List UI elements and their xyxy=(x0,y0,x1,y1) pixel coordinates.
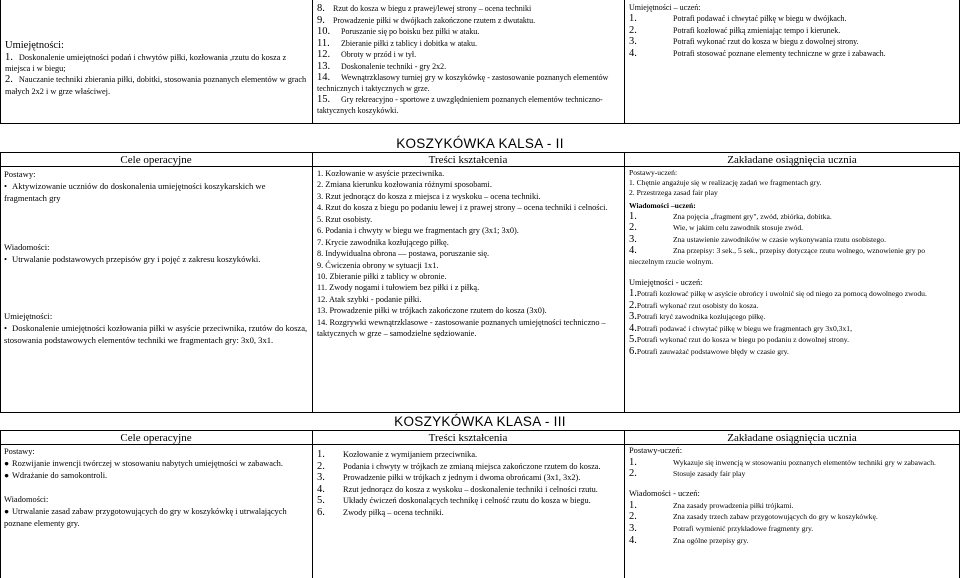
postawy-heading: Postawy-uczeń: xyxy=(629,168,678,177)
list-item: 1. Chętnie angażuje się w realizację zadań we fragmentach gry. xyxy=(629,178,822,188)
list-item: 3. Rzut jednorącz do kosza z miejsca i z wyskoku – ocena techniki. xyxy=(317,191,541,201)
list-item: ● Rozwijanie inwencji twórczej w stosowaniu nabytych umiejętności w zabawach. xyxy=(4,458,283,468)
list-item: 6. Zwody piłką – ocena techniki. xyxy=(317,506,444,518)
umiejetnosci-heading: Umiejętności: xyxy=(4,311,53,322)
list-item: 6. Podania i chwyty w biegu we fragmentach gry (3x1; 3x0). xyxy=(317,226,519,236)
list-item: 8. Indywidualna obrona — postawa, poruszanie się. xyxy=(317,249,490,259)
k2-left-cell xyxy=(4,168,309,346)
bullet-icon: • xyxy=(4,181,8,192)
wiadomosci-heading: Wiadomości - uczeń: xyxy=(629,489,700,499)
list-item: 1. Doskonalenie umiejętności podań i chwytów piłki, kozłowania ,rzutu do kosza z miejsca i w biegu; xyxy=(5,51,287,74)
rule xyxy=(0,430,1,578)
list-item: 4. Zna ogólne przepisy gry. xyxy=(629,534,749,546)
rule xyxy=(0,123,960,124)
list-item: 11. Zbieranie piłki z tablicy i dobitka w ataku. xyxy=(317,37,477,49)
k2-right-cell xyxy=(629,168,957,358)
bullet-icon: • xyxy=(4,323,8,334)
list-item: 3.Potrafi kryć zawodnika kozłującego piłkę. xyxy=(629,311,766,323)
list-item: ● Wdrażanie do samokontroli. xyxy=(4,470,108,480)
list-item: 10. Poruszanie się po boisku bez piłki w ataku. xyxy=(317,26,480,38)
column-header: Treści kształcenia xyxy=(428,432,508,444)
list-item: 14. Rozgrywki wewnątrzklasowe - zastosowanie poznanych umiejętności techniczno – taktycznych w grze – samodzielne sędziowanie. xyxy=(317,317,606,339)
list-item: 9. Ćwiczenia obrony w sytuacji 1x1. xyxy=(317,260,439,270)
list-item: 6.Potrafi zauważać podstawowe błędy w czasie gry. xyxy=(629,346,789,358)
list-item: 1.Potrafi kozłować piłkę w asyście obrońcy i uwolnić się od niego za pomocą dowolnego zwodu. xyxy=(629,288,927,300)
list-item: 1. Potrafi podawać i chwytać piłkę w biegu w dwójkach. xyxy=(629,13,847,25)
list-item: 11. Zwody nogami i tułowiem bez piłki i z piłką. xyxy=(317,283,480,293)
list-item: 15. Gry rekreacyjno - sportowe z uwzględnieniem poznanych elementów techniczno-taktycznych koszykówki. xyxy=(317,94,603,115)
rule xyxy=(0,0,1,124)
list-item: 4. Rzut do kosza z biegu po podaniu lewej i z prawej strony – ocena techniki i celności. xyxy=(317,203,608,213)
column-header: Cele operacyjne xyxy=(120,432,192,444)
list-item: 2.Potrafi wykonać rzut osobisty do kosza. xyxy=(629,299,759,311)
list-item: 9. Prowadzenie piłki w dwójkach zakończone rzutem z dwutaktu. xyxy=(317,14,536,26)
rule xyxy=(624,0,625,124)
list-item: 14. Wewnątrzklasowy turniej gry w koszykówkę - zastosowanie poznanych elementów technicznych i taktycznych w grze. xyxy=(317,72,609,93)
rule xyxy=(312,0,313,124)
list-item: 5. Rzut osobisty. xyxy=(317,214,373,224)
wiadomosci-heading: Wiadomości: xyxy=(4,242,50,253)
wiadomosci-heading: Wiadomości: xyxy=(4,494,49,504)
column-header: Zakładane osiągnięcia ucznia xyxy=(727,432,857,444)
list-item: 4.Potrafi podawać i chwytać piłkę w biegu we fragmentach gry 3x0,3x1, xyxy=(629,322,852,334)
list-item: 2. Wie, w jakim celu zawodnik stosuje zwód. xyxy=(629,222,804,234)
list-item: 4. Potrafi stosować poznane elementy techniczne w grze i zabawach. xyxy=(629,48,886,60)
rule xyxy=(312,152,313,413)
bullet-icon: ● xyxy=(4,506,10,516)
column-header: Zakładane osiągnięcia ucznia xyxy=(727,154,857,166)
list-item: 3. Zna ustawienie zawodników w czasie wykonywania rzutu osobistego. xyxy=(629,233,886,245)
umiejetnosci-heading: Umiejętności: xyxy=(5,40,64,51)
list-item: 12. Obroty w przód i w tył. xyxy=(317,49,417,61)
list-item: 7. Krycie zawodnika kozłującego piłkę. xyxy=(317,237,449,247)
k3-right-cell xyxy=(629,446,957,546)
list-item: 3. Potrafi wykonać rzut do kosza w biegu z dowolnej strony. xyxy=(629,36,859,48)
rule xyxy=(624,152,625,413)
bullet-icon: • xyxy=(4,254,8,265)
top-left-cell xyxy=(5,40,309,97)
list-item: • Doskonalenie umiejętności kozłowania piłki w asyście przeciwnika, rzutów do kosza, stosowania podstawowych elementów techniki we fragmentach gry: 3x0, 3x1. xyxy=(4,323,308,346)
list-item: 5. Układy ćwiczeń doskonalących technikę i celność rzutu do kosza w biegu. xyxy=(317,495,591,507)
list-item: 3. Potrafi wymienić przykładowe fragmenty gry. xyxy=(629,523,814,535)
list-item: 4. Zna przepisy: 3 sek., 5 sek., przepisy dotyczące rzutu wolnego, wznowienie gry po nieczelnym rzucie wolnym. xyxy=(629,245,925,266)
list-item: ● Utrwalanie zasad zabaw przygotowujących do gry w koszykówkę i utrwalających poznane elementy gry. xyxy=(4,506,287,528)
list-item: • Aktywizowanie uczniów do doskonalenia umiejętności koszykarskich we fragmentach gry xyxy=(4,181,266,204)
section-title: KOSZYKÓWKA KLASA - III xyxy=(394,414,566,429)
list-item: 8. Rzut do kosza w biegu z prawej/lewej strony – ocena techniki xyxy=(317,3,532,14)
list-item: 2. Przestrzega zasad fair play xyxy=(629,188,718,198)
list-item: • Utrwalanie podstawowych przepisów gry i pojęć z zakresu koszykówki. xyxy=(4,254,261,265)
list-item: 1. Zna pojęcia „fragment gry", zwód, zbiórka, dobitka. xyxy=(629,210,832,222)
top-right-cell xyxy=(629,3,957,60)
k2-middle-cell xyxy=(317,168,621,340)
list-item: 4. Rzut jednorącz do kosza z wyskoku – doskonalenie techniki i celności rzutu. xyxy=(317,483,598,495)
bullet-icon: ● xyxy=(4,470,10,480)
column-header: Treści kształcenia xyxy=(428,154,508,166)
list-item: 3. Prowadzenie piłki w trójkach z jednym i dwoma obrońcami (3x1, 3x2). xyxy=(317,472,581,484)
k3-middle-cell xyxy=(317,449,621,518)
top-middle-cell xyxy=(317,3,621,116)
column-header: Cele operacyjne xyxy=(120,154,192,166)
list-item: 13. Doskonalenie techniki - gry 2x2. xyxy=(317,60,447,72)
list-item: 2. Nauczanie techniki zbierania piłki, dobitki, stosowania poznanych elementów w grach małych 2x2 i w grze właściwej. xyxy=(5,74,307,96)
list-item: 1. Wykazuje się inwencją w stosowaniu poznanych elementów techniki gry w zabawach. xyxy=(629,456,936,468)
list-item: 2. Potrafi kozłować piłką zmieniając tempo i kierunek. xyxy=(629,24,841,36)
postawy-heading: Postawy-uczeń: xyxy=(629,446,683,455)
list-item: 1. Kozłowanie z wymijaniem przeciwnika. xyxy=(317,449,478,460)
list-item: 2. Podania i chwyty w trójkach ze zmianą miejsca zakończone rzutem do kosza. xyxy=(317,460,601,472)
list-item: 1. Kozłowanie w asyście przeciwnika. xyxy=(317,169,445,178)
list-item: 2. Stosuje zasady fair play xyxy=(629,468,746,480)
k3-left-cell xyxy=(4,446,309,530)
umiejetnosci-heading: Umiejętności - uczeń: xyxy=(629,278,703,288)
rule xyxy=(0,152,1,413)
wiadomosci-heading: Wiadomości –uczeń: xyxy=(629,200,696,210)
list-item: 5.Potrafi wykonać rzut do kosza w biegu po podaniu z dowolnej strony. xyxy=(629,334,849,346)
bullet-icon: ● xyxy=(4,458,10,468)
list-item: 13. Prowadzenie piłki w trójkach zakończone rzutem do kosza (3x0). xyxy=(317,306,547,316)
list-item: 12. Atak szybki - podanie piłki. xyxy=(317,294,422,304)
list-item: 1. Zna zasady prowadzenia piłki trójkami. xyxy=(629,499,794,511)
list-item: 10. Zbieranie piłki z tablicy w obronie. xyxy=(317,271,447,281)
list-item: 2. Zmiana kierunku kozłowania różnymi sposobami. xyxy=(317,180,492,190)
postawy-heading: Postawy: xyxy=(4,447,35,456)
rule xyxy=(312,430,313,578)
rule xyxy=(624,430,625,578)
section-title: KOSZYKÓWKA KALSA - II xyxy=(396,136,564,151)
list-item: 2. Zna zasady trzech zabaw przygotowujących do gry w koszykówkę. xyxy=(629,511,878,523)
postawy-heading: Postawy: xyxy=(4,169,36,179)
umiejetnosci-heading: Umiejętności – uczeń: xyxy=(629,3,701,12)
